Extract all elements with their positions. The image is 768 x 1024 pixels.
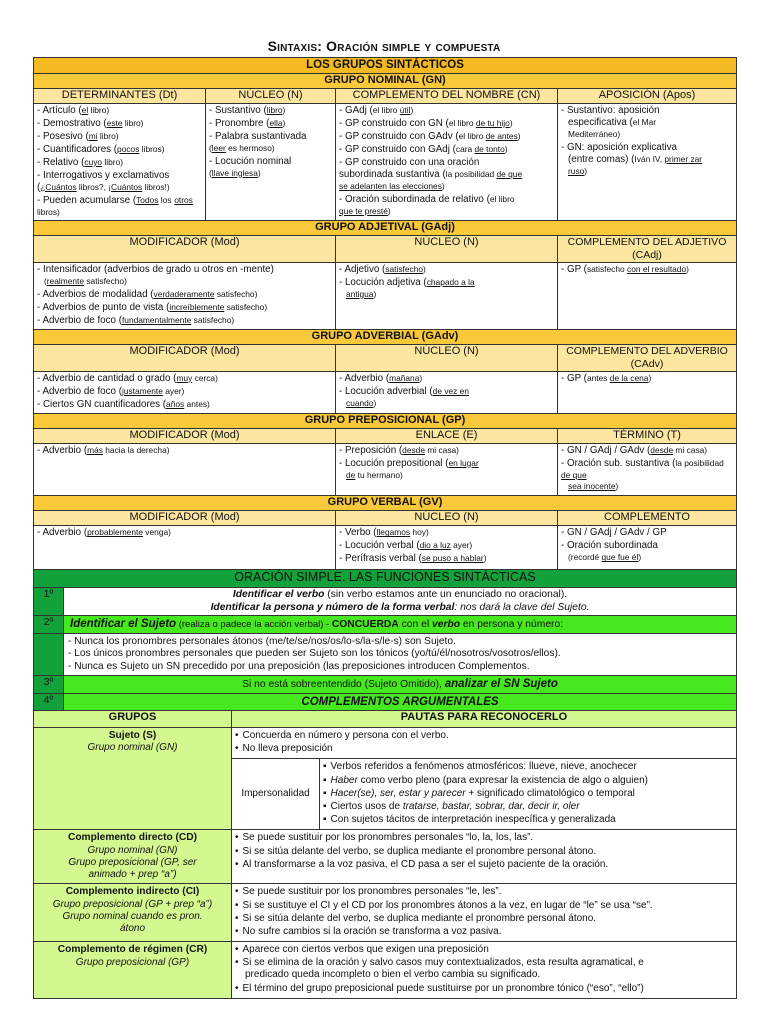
gadj-mod-cell: - Intensificador (adverbios de grado u otros en -mente) (realmente satisfecho) - Adverbios de modalidad (verdaderamente satisfecho) - Adverbios de punto de vista (increíblemente satisfecho) - Adverbio de foco (fundamentalmente satisfecho) bbox=[34, 263, 336, 330]
gp-termino-cell: - GN / GAdj / GAdv (desde mi casa) - Oración sub. sustantiva (la posibilidad de que sea inocente) bbox=[558, 443, 737, 496]
step-4-num: 4º bbox=[34, 693, 64, 711]
step-1-text: Identificar el verbo (sin verbo estamos ante un enunciado no oracional). Identificar la persona y número de la forma verbal: nos dará la clave del Sujeto. bbox=[64, 588, 737, 616]
gp-col-termino: TÉRMINO (T) bbox=[558, 428, 737, 443]
cr-pautas: • Aparece con ciertos verbos que exigen una preposición • Si se elimina de la oración y salvo casos muy contextualizados, esta resulta agramatical, e predicado queda incompleto o bien el verbo cambia su significado. • El término del grupo preposicional puede sustituirse por un pronombre tónico (“eso”, “ello”) bbox=[232, 942, 737, 999]
gp-enlace-cell: - Preposición (desde mi casa) - Locución prepositional (en lugar de tu hermano) bbox=[336, 443, 558, 496]
gadv-nuc-cell: - Adverbio (mañana) - Locución adverbial (de vez en cuando) bbox=[336, 371, 558, 413]
gadv-col-nuc: NÚCLEO (N) bbox=[336, 345, 558, 372]
gn-col-apos: APOSICIÓN (Apos) bbox=[558, 89, 737, 104]
step-3-num: 3º bbox=[34, 675, 64, 693]
impersonalidad-label: Impersonalidad bbox=[232, 759, 320, 830]
gadv-title: GRUPO ADVERBIAL (GAdv) bbox=[34, 330, 737, 345]
gp-col-mod: MODIFICADOR (Mod) bbox=[34, 428, 336, 443]
impersonalidad-list: ▪ Verbos referidos a fenómenos atmosféricos: llueve, nieve, anochecer ▪ Haber como verbo pleno (para expresar la existencia de algo o alguien) ▪ Hacer(se), ser, estar y parecer + significado climatológico o temporal ▪ Ciertos usos de tratarse, bastar, sobrar, dar, decir ir, oler ▪ Con sujetos tácitos de interpretación inespecífica y generalizada bbox=[320, 759, 737, 830]
gp-col-enlace: ENLACE (E) bbox=[336, 428, 558, 443]
gn-det-cell: - Artículo (el libro) - Demostrativo (este libro) - Posesivo (mi libro) - Cuantificadores (pocos libros) - Relativo (cuyo libro) - Interrogativos y exclamativos (¿Cuántos libros?, ¡Cuántos libros!) - Pueden acumularse (Todos los otros libros) bbox=[34, 104, 206, 221]
step-2-rules: - Nunca los pronombres personales átonos (me/te/se/nos/os/lo-s/la-s/le-s) son Sujeto. - Los únicos pronombres personales que pueden ser Sujeto son los tónicos (yo/tú/él/nosotros/vosotros/ellos). - Nunca es Sujeto un SN precedido por una preposición (las preposiciones introducen Complementos. bbox=[64, 633, 737, 675]
gv-comp-cell: - GN / GAdj / GAdv / GP - Oración subordinada (recordé que fue él) bbox=[558, 526, 737, 572]
gadj-nuc-cell: - Adjetivo (satisfecho) - Locución adjetiva (chapado a la antigua) bbox=[336, 263, 558, 330]
oracion-title: ORACIÓN SIMPLE. LAS FUNCIONES SINTÁCTICAS bbox=[34, 570, 737, 588]
cr-group: Complemento de régimen (CR) Grupo preposicional (GP) bbox=[34, 942, 232, 999]
gadj-title: GRUPO ADJETIVAL (GAdj) bbox=[34, 221, 737, 236]
gadv-col-comp: COMPLEMENTO DEL ADVERBIO (CAdv) bbox=[558, 345, 737, 372]
gp-mod-cell: - Adverbio (más hacia la derecha) bbox=[34, 443, 336, 496]
col-grupos: GRUPOS bbox=[34, 711, 232, 728]
gv-col-mod: MODIFICADOR (Mod) bbox=[34, 511, 336, 526]
gv-nuc-cell: - Verbo (llegamos hoy) - Locución verbal (dio a luz ayer) - Perífrasis verbal (se puso a hablar) bbox=[336, 526, 558, 572]
gn-title: GRUPO NOMINAL (GN) bbox=[34, 74, 737, 89]
gadv-col-mod: MODIFICADOR (Mod) bbox=[34, 345, 336, 372]
step-2-spacer bbox=[34, 633, 64, 675]
gp-title: GRUPO PREPOSICIONAL (GP) bbox=[34, 413, 737, 428]
gn-col-cn: COMPLEMENTO DEL NOMBRE (CN) bbox=[336, 89, 558, 104]
gv-col-nuc: NÚCLEO (N) bbox=[336, 511, 558, 526]
step-2-num: 2º bbox=[34, 616, 64, 634]
gadv-mod-cell: - Adverbio de cantidad o grado (muy cerca) - Adverbio de foco (justamente ayer) - Ciertos GN cuantificadores (años antes) bbox=[34, 371, 336, 413]
gv-mod-cell: - Adverbio (probablemente venga) bbox=[34, 526, 336, 572]
gn-cn-cell: - GAdj (el libro útil) - GP construido con GN (el libro de tu hijo) - GP construido con GAdv (el libro de antes) - GP construido con GAdj (cara de tonto) - GP construido con una oración subordinada sustantiva (la posibilidad de que se adelanten las elecciones) - Oración subordinada de relativo (el libro que te presté) bbox=[336, 104, 558, 221]
col-pautas: PAUTAS PARA RECONOCERLO bbox=[232, 711, 737, 728]
step-4-text: COMPLEMENTOS ARGUMENTALES bbox=[64, 693, 737, 711]
gv-title: GRUPO VERBAL (GV) bbox=[34, 496, 737, 511]
gadj-col-nuc: NÚCLEO (N) bbox=[336, 236, 558, 263]
gadj-col-mod: MODIFICADOR (Mod) bbox=[34, 236, 336, 263]
page-title: Sintaxis: Oración simple y compuesta bbox=[267, 38, 501, 54]
gn-nuc-cell: - Sustantivo (libro) - Pronombre (ella) - Palabra sustantivada (leer es hermoso) - Locución nominal (llave inglesa) bbox=[206, 104, 336, 221]
sujeto-group: Sujeto (S) Grupo nominal (GN) bbox=[34, 728, 232, 830]
ci-pautas: • Se puede sustituir por los pronombres personales “le, les”. • Si se sustituye el CI y el CD por los pronombres átonos a la vez, en lugar de “le” se usa “se”. • Si se sitúa delante del verbo, se duplica mediante el pronombre personal átono. • No sufre cambios si la oración se transforma a voz pasiva. bbox=[232, 884, 737, 942]
gv-col-comp: COMPLEMENTO bbox=[558, 511, 737, 526]
grupos-sintacticos-table bbox=[33, 57, 737, 572]
gn-col-det: DETERMINANTES (Dt) bbox=[34, 89, 206, 104]
gadj-col-comp: COMPLEMENTO DEL ADJETIVO (CAdj) bbox=[558, 236, 737, 263]
gadv-comp-cell: - GP (antes de la cena) bbox=[558, 371, 737, 413]
gn-apos-cell: - Sustantivo: aposición especificativa (el Mar Mediterráneo) - GN: aposición explicativa (entre comas) (Iván IV, primer zar ruso) bbox=[558, 104, 737, 221]
ci-group: Complemento indirecto (CI) Grupo preposicional (GP + prep “a”) Grupo nominal cuando es pron. átono bbox=[34, 884, 232, 942]
step-2-text: Identificar el Sujeto (realiza o padece la acción verbal) - CONCUERDA con el verbo en persona y número: bbox=[64, 616, 737, 634]
cd-pautas: • Se puede sustituir por los pronombres personales “lo, la, los, las”. • Si se sitúa delante del verbo, se duplica mediante el pronombre personal átono. • Al transformarse a la voz pasiva, el CD pasa a ser el sujeto paciente de la oración. bbox=[232, 830, 737, 884]
grupos-header: LOS GRUPOS SINTÁCTICOS bbox=[34, 58, 737, 74]
oracion-simple-table bbox=[33, 569, 737, 999]
cd-group: Complemento directo (CD) Grupo nominal (GN) Grupo preposicional (GP, ser animado + prep “a”) bbox=[34, 830, 232, 884]
step-1-num: 1º bbox=[34, 588, 64, 616]
gadj-comp-cell: - GP (satisfecho con el resultado) bbox=[558, 263, 737, 330]
step-3-text: Si no está sobreentendido (Sujeto Omitido), analizar el SN Sujeto bbox=[64, 675, 737, 693]
gn-col-nuc: NÚCLEO (N) bbox=[206, 89, 336, 104]
sujeto-pautas: • Concuerda en número y persona con el verbo. • No lleva preposición bbox=[232, 728, 737, 759]
